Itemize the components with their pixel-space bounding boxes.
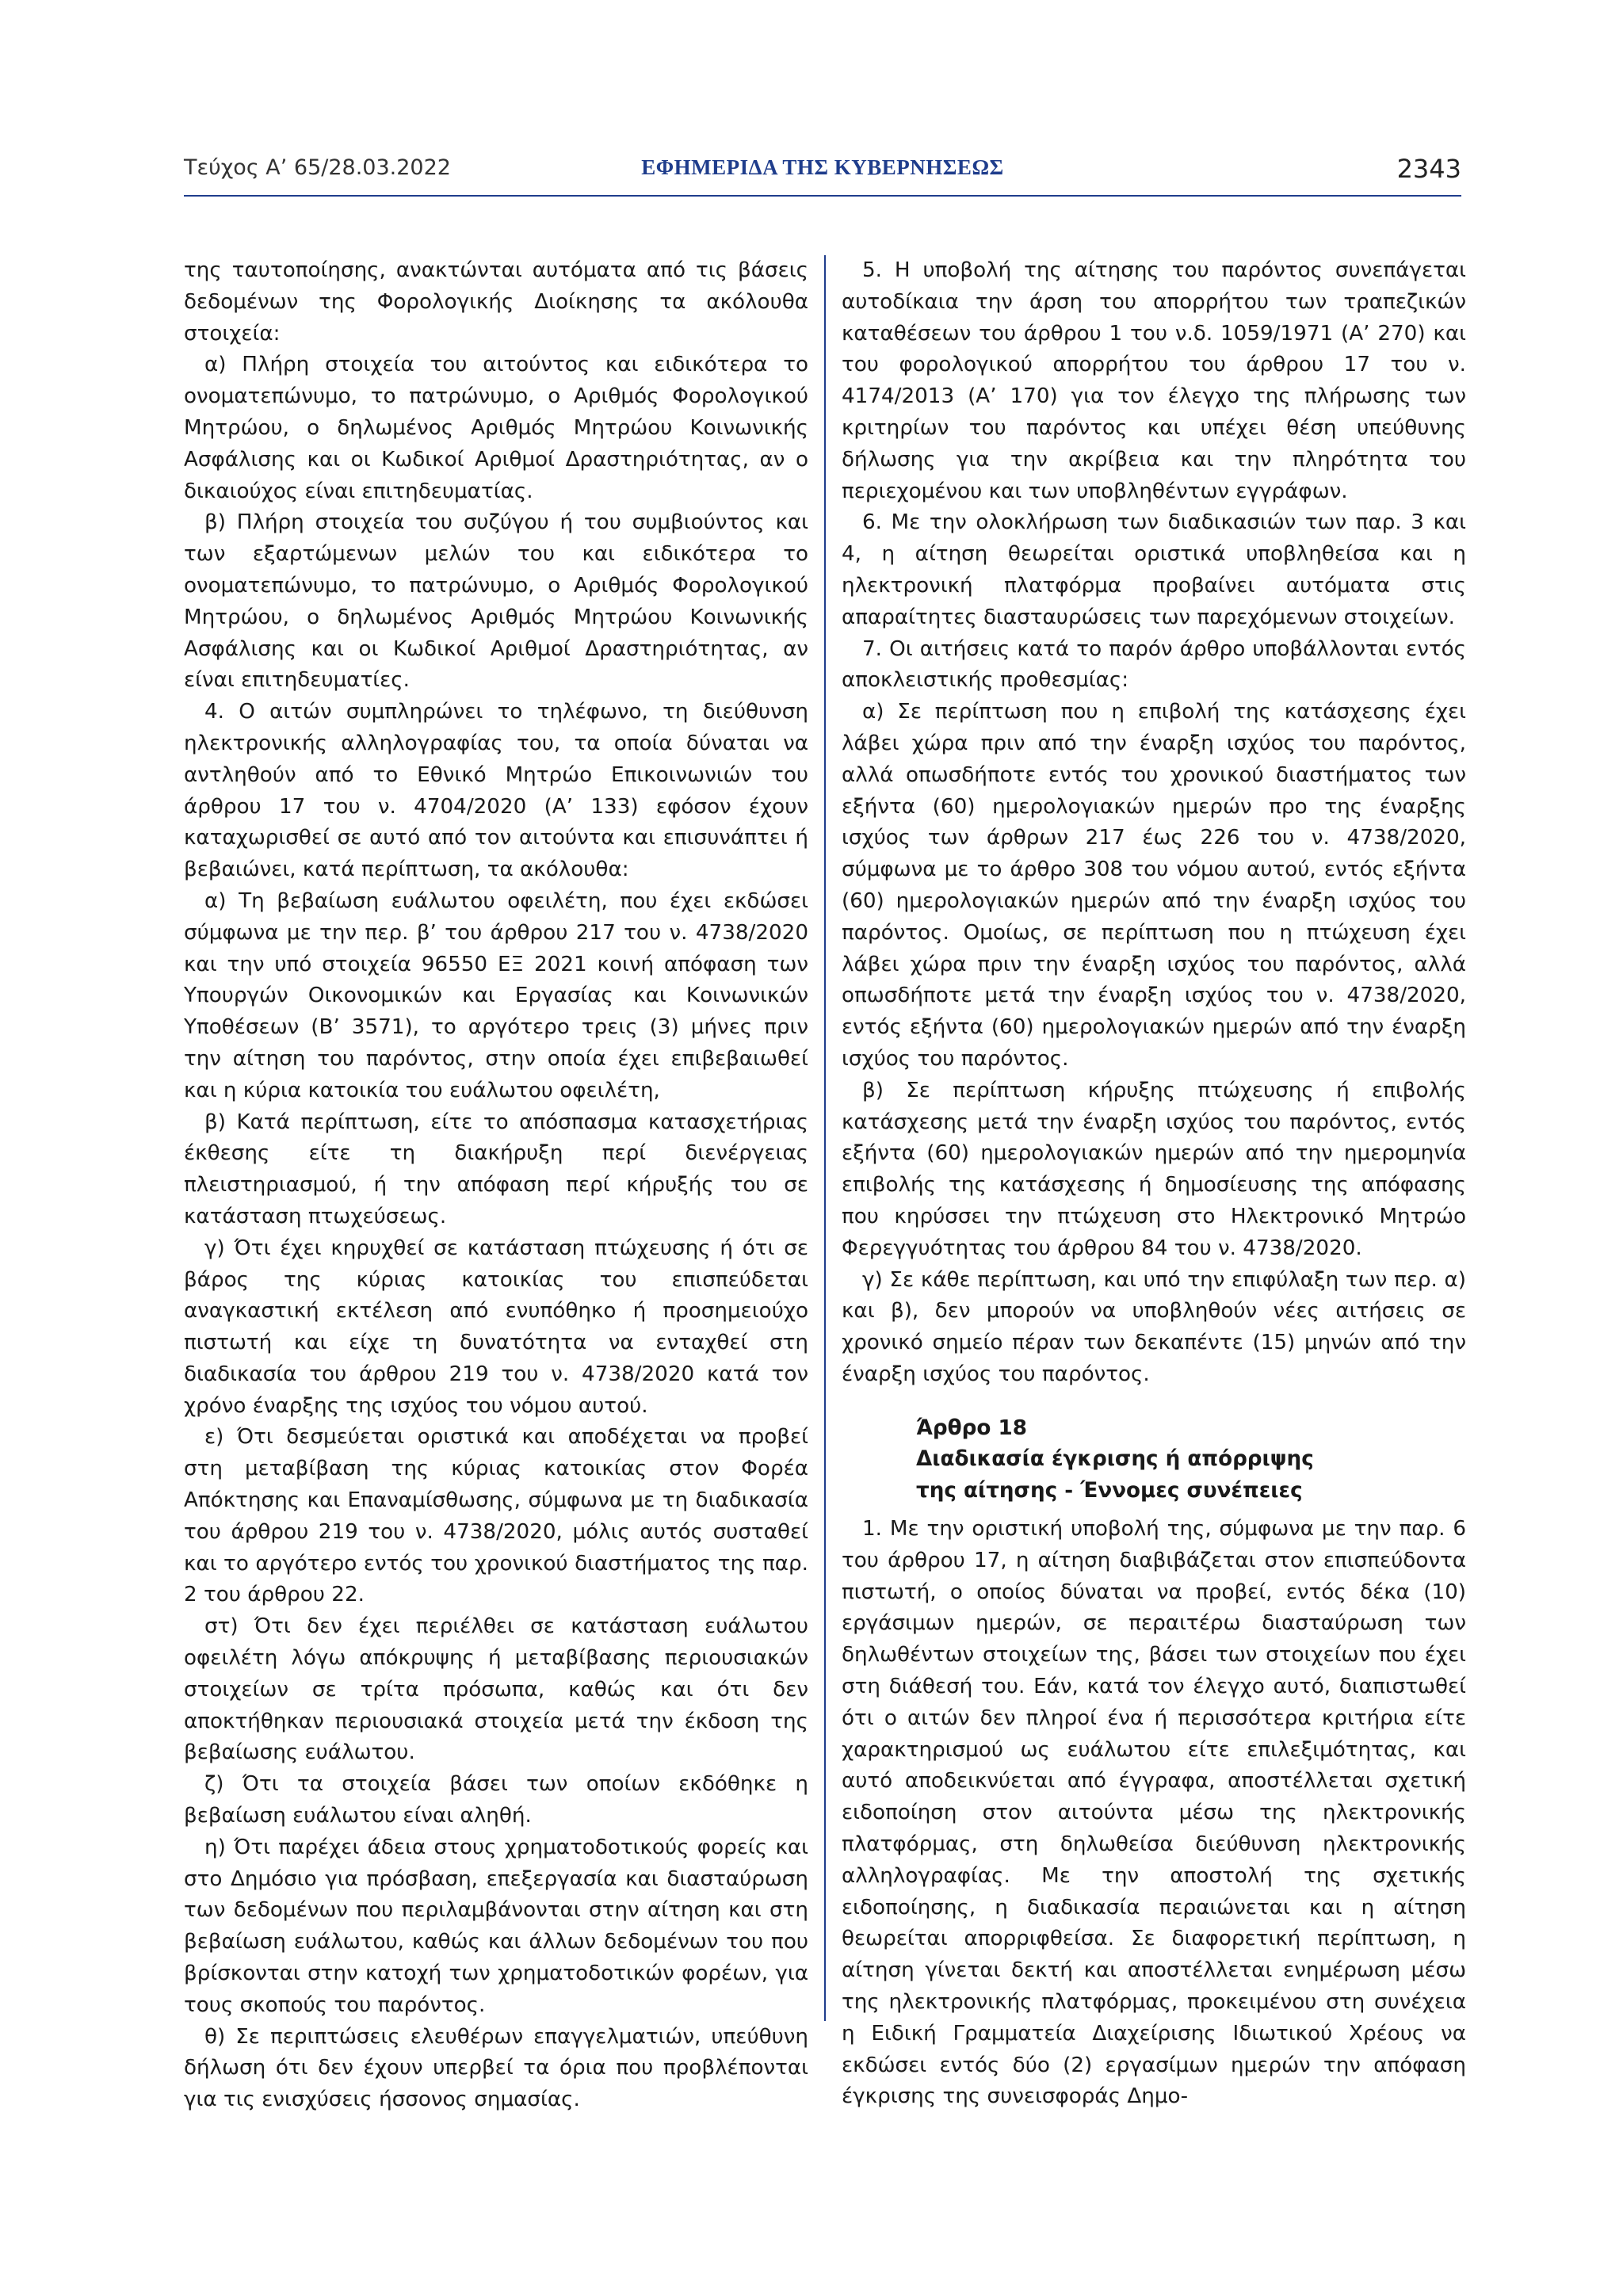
paragraph: στ) Ότι δεν έχει περιέλθει σε κατάσταση ευάλωτου οφειλέτη λόγω απόκρυψης ή μεταβίβασης περιουσιακών στοιχείων σε τρίτα πρόσωπα, καθώς και ότι δεν αποκτήθηκαν περιουσιακά στοιχεία μετά την έκδοση της βεβαίωσης ευάλωτου. (184, 1614, 808, 1765)
paragraph: η) Ότι παρέχει άδεια στους χρηματοδοτικούς φορείς και στο Δημόσιο για πρόσβαση, επεξεργασία και διασταύρωση των δεδομένων που περιλαμβάνονται στην αίτηση και στη βεβαίωση ευάλωτου, καθώς και άλλων δεδομένων του που βρίσκονται στην κατοχή των χρηματοδοτικών φορέων, για τους σκοπούς του παρόντος. (184, 1835, 808, 2017)
page-number: 2343 (1396, 154, 1461, 184)
article-number: Άρθρο 18 (916, 1415, 1027, 1440)
paragraph: α) Πλήρη στοιχεία του αιτούντος και ειδικότερα το ονοματεπώνυμο, το πατρώνυμο, ο Αριθμός Φορολογικού Μητρώου, ο δηλωμένος Αριθμός Μητρώου Κοινωνικής Ασφάλισης και οι Κωδικοί Αριθμοί Δραστηριότητας, αν ο δικαιούχος είναι επιτηδευματίας. (184, 353, 808, 503)
issue-reference: Τεύχος Α’ 65/28.03.2022 (184, 155, 451, 180)
article-title-line: της αίτησης - Έννομες συνέπειες (916, 1479, 1303, 1503)
article-heading (916, 1413, 1466, 1507)
paragraph: 1. Με την οριστική υποβολή της, σύμφωνα με την παρ. 6 του άρθρου 17, η αίτηση διαβιβάζεται στον επισπεύδοντα πιστωτή, ο οποίος δύναται να προβεί, εντός δέκα (10) εργάσιμων ημερών, σε περαιτέρω διασταύρωση των δηλωθέντων στοιχείων της, βάσει των στοιχείων που έχει στη διάθεσή του. Εάν, κατά τον έλεγχο αυτό, διαπιστωθεί ότι ο αιτών δεν πληροί ένα ή περισσότερα κριτήρια είτε χαρακτηρισμού ως ευάλωτου είτε επιλεξιμότητας, και αυτό αποδεικνύεται από έγγραφα, αποστέλλεται σχετική ειδοποίηση στον αιτούντα μέσω της ηλεκτρονικής πλατφόρμας, στη δηλωθείσα διεύθυνση ηλεκτρονικής αλληλογραφίας. Με την αποστολή της σχετικής ειδοποίησης, η διαδικασία περαιώνεται και η αίτηση θεωρείται απορριφθείσα. Σε διαφορετική περίπτωση, η αίτηση γίνεται δεκτή και αποστέλλεται ενημέρωση μέσω της ηλεκτρονικής πλατφόρμας, προκειμένου στη συνέχεια η Ειδική Γραμματεία Διαχείρισης Ιδιωτικού Χρέους να εκδώσει εντός δύο (2) εργασίμων ημερών την απόφαση έγκρισης της συνεισφοράς Δημο- (842, 1517, 1466, 2109)
paragraph: β) Κατά περίπτωση, είτε το απόσπασμα κατασχετήριας έκθεσης είτε τη διακήρυξη περί διενέργειας πλειστηριασμού, ή την απόφαση περί κήρυξής του σε κατάσταση πτωχεύσεως. (184, 1110, 808, 1228)
right-column (842, 255, 1466, 2109)
page-header (184, 155, 1461, 203)
paragraph: γ) Ότι έχει κηρυχθεί σε κατάσταση πτώχευσης ή ότι σε βάρος της κύριας κατοικίας του επισπεύδεται αναγκαστική εκτέλεση από ενυπόθηκο ή προσημειούχο πιστωτή και είχε τη δυνατότητα να ενταχθεί στη διαδικασία του άρθρου 219 του ν. 4738/2020 κατά τον χρόνο έναρξης της ισχύος του νόμου αυτού. (184, 1236, 808, 1418)
paragraph: γ) Σε κάθε περίπτωση, και υπό την επιφύλαξη των περ. α) και β), δεν μπορούν να υποβληθούν νέες αιτήσεις σε χρονικό σημείο πέραν των δεκαπέντε (15) μηνών από την έναρξη ισχύος του παρόντος. (842, 1267, 1466, 1386)
column-divider (824, 255, 826, 2021)
paragraph: θ) Σε περιπτώσεις ελευθέρων επαγγελματιών, υπεύθυνη δήλωση ότι δεν έχουν υπερβεί τα όρια που προβλέπονται για τις ενισχύσεις ήσσονος σημασίας. (184, 2024, 808, 2112)
paragraph: της ταυτοποίησης, ανακτώνται αυτόματα από τις βάσεις δεδομένων της Φορολογικής Διοίκησης τα ακόλουθα στοιχεία: (184, 258, 808, 346)
paragraph: 6. Με την ολοκλήρωση των διαδικασιών των παρ. 3 και 4, η αίτηση θεωρείται οριστικά υποβληθείσα και η ηλεκτρονική πλατφόρμα προβαίνει αυτόματα στις απαραίτητες διασταυρώσεις των παρεχόμενων στοιχείων. (842, 510, 1466, 629)
paragraph: ζ) Ότι τα στοιχεία βάσει των οποίων εκδόθηκε η βεβαίωση ευάλωτου είναι αληθή. (184, 1772, 808, 1828)
paragraph: β) Σε περίπτωση κήρυξης πτώχευσης ή επιβολής κατάσχεσης μετά την έναρξη ισχύος του παρόντος, εντός εξήντα (60) ημερολογιακών ημερών από την ημερομηνία επιβολής της κατάσχεσης ή δημοσίευσης της απόφασης που κηρύσσει την πτώχευση στο Ηλεκτρονικό Μητρώο Φερεγγυότητας του άρθρου 84 του ν. 4738/2020. (842, 1078, 1466, 1260)
paragraph: α) Σε περίπτωση που η επιβολή της κατάσχεσης έχει λάβει χώρα πριν από την έναρξη ισχύος του παρόντος, αλλά οπωσδήποτε εντός του χρονικού διαστήματος των εξήντα (60) ημερολογιακών ημερών προ της έναρξης ισχύος των άρθρων 217 έως 226 του ν. 4738/2020, σύμφωνα με το άρθρο 308 του νόμου αυτού, εντός εξήντα (60) ημερολογιακών ημερών από την έναρξη ισχύος του παρόντος. Ομοίως, σε περίπτωση που η πτώχευση έχει λάβει χώρα πριν την έναρξη ισχύος του παρόντος, αλλά οπωσδήποτε μετά την έναρξη ισχύος του ν. 4738/2020, εντός εξήντα (60) ημερολογιακών ημερών από την έναρξη ισχύος του παρόντος. (842, 700, 1466, 1071)
publication-title: ΕΦΗΜΕΡΙΔΑ ΤΗΣ ΚΥΒΕΡΝΗΣΕΩΣ (641, 155, 1004, 179)
paragraph: 7. Οι αιτήσεις κατά το παρόν άρθρο υποβάλλονται εντός αποκλειστικής προθεσμίας: (842, 636, 1466, 693)
paragraph: β) Πλήρη στοιχεία του συζύγου ή του συμβιούντος και των εξαρτώμενων μελών του και ειδικότερα το ονοματεπώνυμο, το πατρώνυμο, ο Αριθμός Φορολογικού Μητρώου, ο δηλωμένος Αριθμός Μητρώου Κοινωνικής Ασφάλισης και οι Κωδικοί Αριθμοί Δραστηριότητας, αν είναι επιτηδευματίες. (184, 510, 808, 693)
paragraph: α) Τη βεβαίωση ευάλωτου οφειλέτη, που έχει εκδώσει σύμφωνα με την περ. β’ του άρθρου 217 του ν. 4738/2020 και την υπό στοιχεία 96550 ΕΞ 2021 κοινή απόφαση των Υπουργών Οικονομικών και Εργασίας και Κοινωνικών Υποθέσεων (Β’ 3571), το αργότερο τρεις (3) μήνες πριν την αίτηση του παρόντος, στην οποία έχει επιβεβαιωθεί και η κύρια κατοικία του ευάλωτου οφειλέτη, (184, 888, 808, 1102)
header-rule (184, 195, 1461, 197)
paragraph: 5. Η υποβολή της αίτησης του παρόντος συνεπάγεται αυτοδίκαια την άρση του απορρήτου των τραπεζικών καταθέσεων του άρθρου 1 του ν.δ. 1059/1971 (Α’ 270) και του φορολογικού απορρήτου του άρθρου 17 του ν. 4174/2013 (Α’ 170) για τον έλεγχο της πλήρωσης των κριτηρίων του παρόντος και υπέχει θέση υπεύθυνης δήλωσης για την ακρίβεια και την πληρότητα του περιεχομένου και των υποβληθέντων εγγράφων. (842, 258, 1466, 503)
article-title-line: Διαδικασία έγκρισης ή απόρριψης (916, 1447, 1314, 1472)
paragraph: 4. Ο αιτών συμπληρώνει το τηλέφωνο, τη διεύθυνση ηλεκτρονικής αλληλογραφίας του, τα οποία δύναται να αντληθούν από το Εθνικό Μητρώο Επικοινωνιών του άρθρου 17 του ν. 4704/2020 (Α’ 133) εφόσον έχουν καταχωρισθεί σε αυτό από τον αιτούντα και επισυνάπτει ή βεβαιώνει, κατά περίπτωση, τα ακόλουθα: (184, 700, 808, 882)
paragraph: ε) Ότι δεσμεύεται οριστικά και αποδέχεται να προβεί στη μεταβίβαση της κύριας κατοικίας στον Φορέα Απόκτησης και Επαναμίσθωσης, σύμφωνα με τη διαδικασία του άρθρου 219 του ν. 4738/2020, μόλις αυτός συσταθεί και το αργότερο εντός του χρονικού διαστήματος της παρ. 2 του άρθρου 22. (184, 1425, 808, 1607)
left-column (184, 255, 808, 2112)
